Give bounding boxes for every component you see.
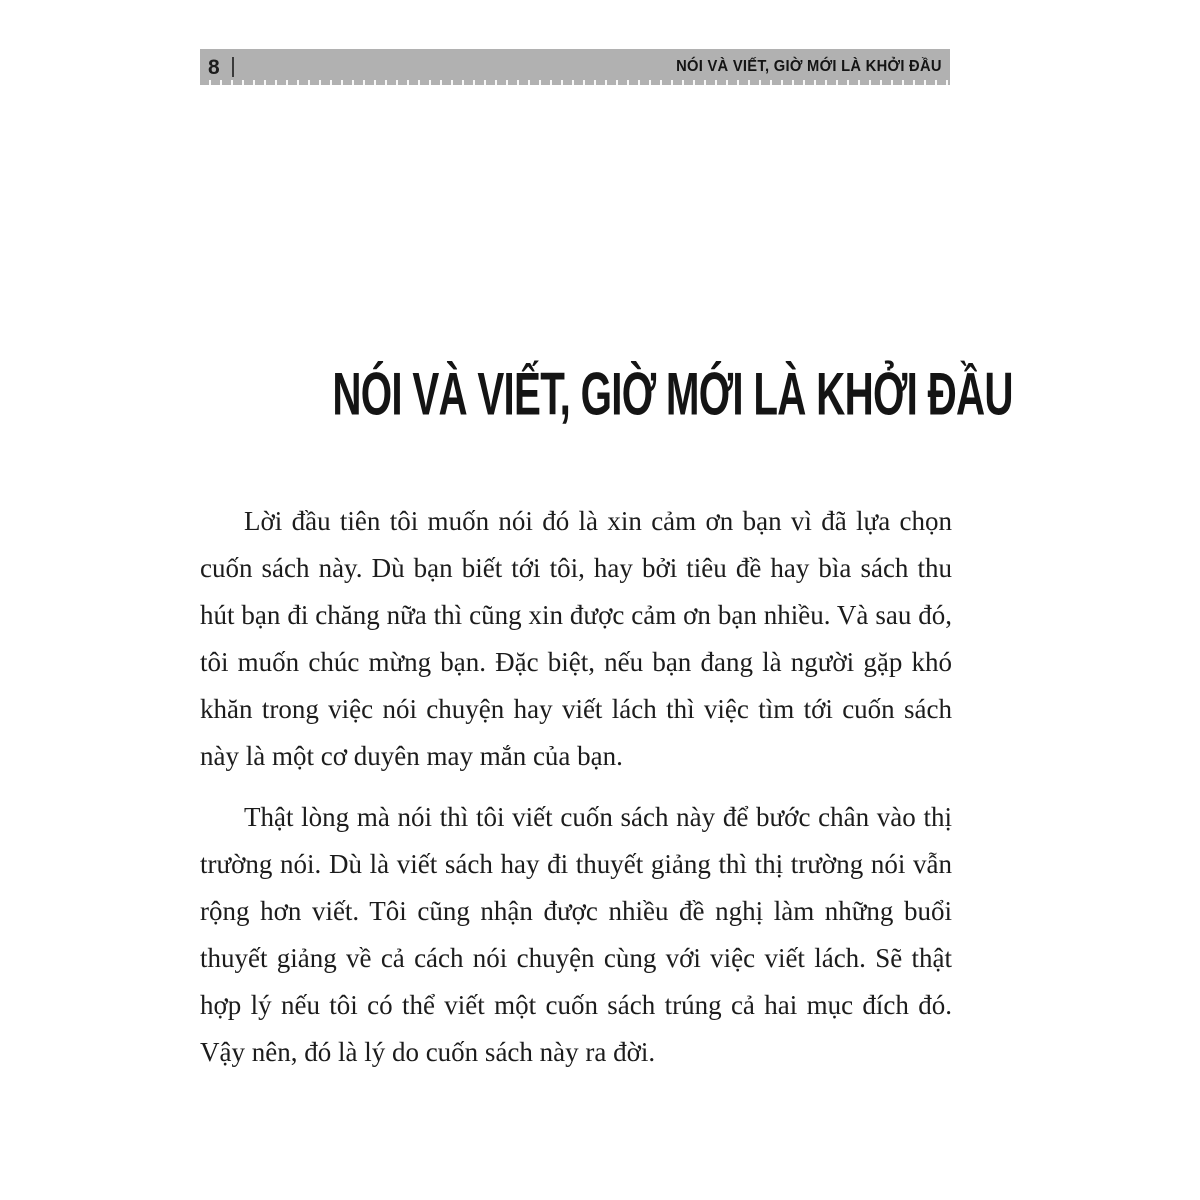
running-header: NÓI VÀ VIẾT, GIỜ MỚI LÀ KHỞI ĐẦU bbox=[676, 58, 942, 75]
chapter-title: NÓI VÀ VIẾT, GIỜ MỚI LÀ KHỞI ĐẦU bbox=[332, 358, 1013, 428]
header-divider bbox=[232, 57, 234, 77]
chapter-title-container bbox=[200, 322, 1013, 464]
body-text bbox=[200, 498, 952, 1090]
paragraph-2: Thật lòng mà nói thì tôi viết cuốn sách này để bước chân vào thị trường nói. Dù là viết sách hay đi thuyết giảng thì thị trường nói vẫn rộng hơn viết. Tôi cũng nhận được nhiều đề nghị làm những buổi thuyết giảng về cả cách nói chuyện cùng với việc viết lách. Sẽ thật hợp lý nếu tôi có thể viết một cuốn sách trúng cả hai mục đích đó. Vậy nên, đó là lý do cuốn sách này ra đời. bbox=[200, 802, 952, 1067]
page-header bbox=[200, 49, 950, 85]
paragraph-1: Lời đầu tiên tôi muốn nói đó là xin cảm ơn bạn vì đã lựa chọn cuốn sách này. Dù bạn biết tới tôi, hay bởi tiêu đề hay bìa sách thu hút bạn đi chăng nữa thì cũng xin được cảm ơn bạn nhiều. Và sau đó, tôi muốn chúc mừng bạn. Đặc biệt, nếu bạn đang là người gặp khó khăn trong việc nói chuyện hay viết lách thì việc tìm tới cuốn sách này là một cơ duyên may mắn của bạn. bbox=[200, 506, 952, 771]
page-number: 8 bbox=[208, 55, 220, 79]
